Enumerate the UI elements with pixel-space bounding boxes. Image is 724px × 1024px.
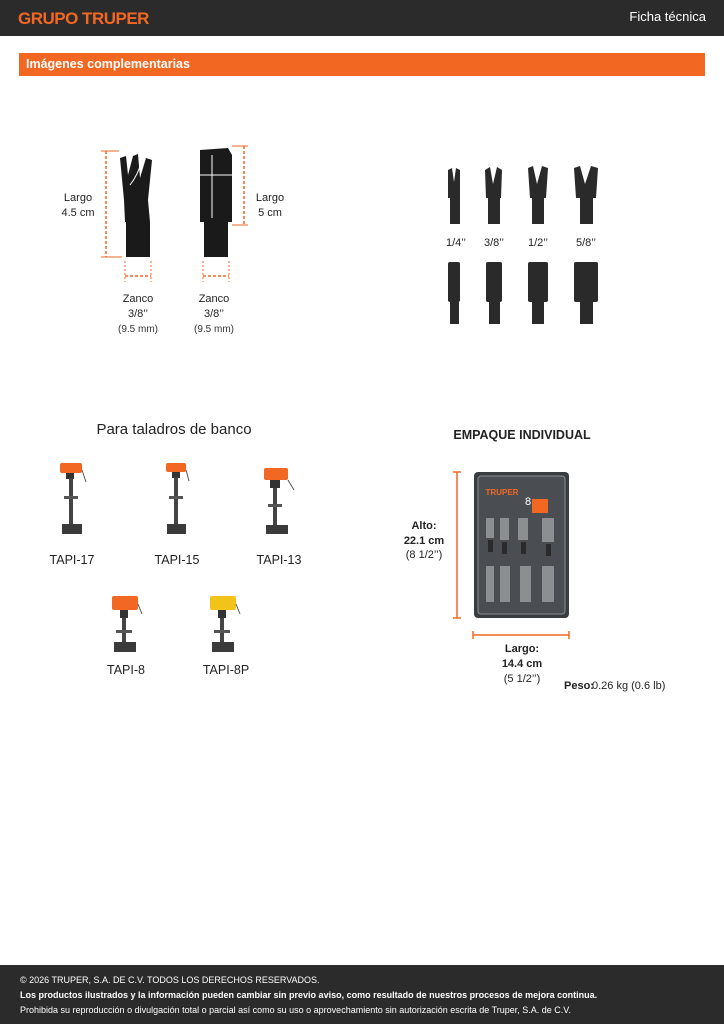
document-type: Ficha técnica [629,9,706,24]
package-width-label: Largo: [504,643,540,655]
package-height-cm: 22.1 cm [403,535,445,547]
package-height-label: Alto: [411,520,437,532]
right-shank-value: 3/8’’ [204,308,224,320]
size-label-3: 1/2’’ [528,237,548,249]
model-tapi-8: TAPI-8 [107,663,145,677]
section-title: Imágenes complementarias [26,57,190,71]
model-tapi-17: TAPI-17 [49,553,95,567]
right-length-value: 5 cm [258,207,282,219]
package-width-cm: 14.4 cm [501,658,543,670]
right-length-label: Largo [255,192,285,204]
drill-press-title: Para taladros de banco [96,421,252,438]
page-footer [0,965,724,1024]
left-length-label: Largo [63,192,93,204]
size-label-4: 5/8’’ [576,237,596,249]
pack-brand: TRUPER [485,488,519,497]
package-height-in: (8 1/2’’) [405,549,443,561]
left-shank-metric: (9.5 mm) [118,324,158,335]
package-width-in: (5 1/2’’) [503,673,541,685]
left-shank-label: Zanco [122,293,154,305]
footer-notice: Los productos ilustrados y la información pueden cambiar sin previo aviso, como resultado de nuestros procesos de mejora continua. [20,990,598,1000]
size-label-1: 1/4’’ [446,237,466,249]
model-tapi-13: TAPI-13 [256,553,302,567]
footer-prohibition: Prohibida su reproducción o divulgación total o parcial así como su uso o aprovechamiento sin autorización escrita de Truper, S.A. de C.V. [20,1005,571,1015]
model-tapi-8p: TAPI-8P [202,663,250,677]
left-shank-value: 3/8’’ [128,308,148,320]
package-weight-label: Peso: [564,680,594,692]
pack-count: 8 [524,496,532,508]
right-shank-label: Zanco [198,293,230,305]
brand-logo: GRUPO TRUPER [18,9,149,28]
size-label-2: 3/8’’ [484,237,504,249]
model-tapi-15: TAPI-15 [154,553,200,567]
package-title: EMPAQUE INDIVIDUAL [453,428,591,442]
package-weight-value: 0.26 kg (0.6 lb) [592,680,666,692]
left-length-value: 4.5 cm [61,207,95,219]
footer-copyright: © 2026 TRUPER, S.A. DE C.V. TODOS LOS DERECHOS RESERVADOS. [20,975,320,985]
right-shank-metric: (9.5 mm) [194,324,234,335]
